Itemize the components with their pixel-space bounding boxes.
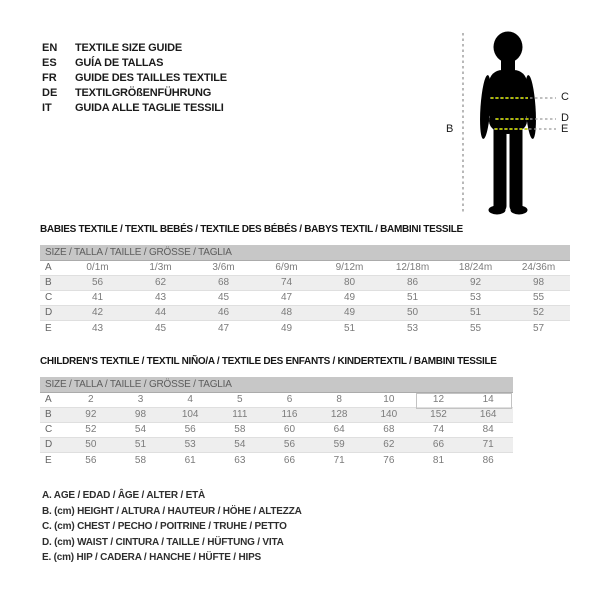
- children-table-body: [40, 393, 513, 468]
- size-cell: 51: [469, 307, 482, 318]
- size-cell: 49: [343, 307, 356, 318]
- measure-label-d: D: [561, 112, 569, 124]
- row-label: E: [45, 454, 52, 466]
- size-cell: 51: [406, 292, 419, 303]
- size-cell: 54: [134, 424, 147, 435]
- measure-label-e: E: [561, 123, 569, 135]
- size-cell: 74: [432, 424, 445, 435]
- table-row: [40, 306, 570, 321]
- size-cell: 8: [336, 394, 342, 405]
- size-cell: 42: [91, 307, 104, 318]
- language-code: EN: [42, 41, 58, 54]
- size-cell: 18/24m: [458, 262, 493, 273]
- size-cell: 6/9m: [275, 262, 298, 273]
- size-cell: 140: [380, 409, 398, 420]
- size-cell: 76: [383, 454, 395, 466]
- size-cell: 53: [469, 292, 482, 303]
- size-cell: 45: [217, 292, 230, 303]
- size-cell: 57: [532, 322, 545, 334]
- size-cell: 50: [406, 307, 419, 318]
- size-cell: 48: [280, 307, 293, 318]
- language-row: [42, 55, 227, 70]
- size-cell: 98: [134, 409, 147, 420]
- size-cell: 47: [280, 292, 293, 303]
- child-silhouette: [478, 32, 537, 215]
- size-cell: 3/6m: [212, 262, 235, 273]
- size-cell: 59: [333, 439, 345, 450]
- size-cell: 61: [184, 454, 196, 466]
- language-code: DE: [42, 86, 58, 99]
- size-cell: 47: [217, 322, 230, 334]
- row-label: A: [45, 394, 52, 405]
- size-cell: 74: [280, 277, 293, 288]
- size-cell: 12: [432, 394, 445, 405]
- size-cell: 50: [85, 439, 97, 450]
- row-label: B: [45, 409, 52, 420]
- size-cell: 4: [187, 394, 193, 405]
- size-cell: 81: [432, 454, 445, 466]
- language-code: ES: [42, 56, 57, 69]
- size-cell: 56: [91, 277, 104, 288]
- language-guide-title: TEXTILE SIZE GUIDE: [75, 41, 183, 54]
- size-cell: 49: [343, 292, 356, 303]
- row-label: C: [45, 292, 53, 303]
- size-cell: 44: [154, 307, 167, 318]
- size-cell: 45: [154, 322, 167, 334]
- row-label: B: [45, 277, 52, 288]
- table-row: [40, 276, 570, 291]
- babies-size-table: [40, 245, 570, 336]
- size-cell: 68: [383, 424, 395, 435]
- row-label: C: [45, 424, 53, 435]
- size-cell: 86: [482, 454, 494, 466]
- table-row: [40, 438, 513, 453]
- size-cell: 10: [383, 394, 395, 405]
- child-measurement-figure: [440, 15, 590, 227]
- size-cell: 66: [283, 454, 296, 466]
- size-cell: 104: [181, 409, 199, 420]
- size-cell: 54: [234, 439, 246, 450]
- table-row: [40, 423, 513, 438]
- language-row: [42, 100, 227, 115]
- table-row: [40, 321, 570, 336]
- size-cell: 58: [134, 454, 147, 466]
- table-row: [40, 261, 570, 276]
- size-cell: 56: [85, 454, 97, 466]
- size-cell: 49: [280, 322, 293, 334]
- language-code: FR: [42, 71, 57, 84]
- size-cell: 64: [333, 424, 345, 435]
- size-cell: 68: [217, 277, 230, 288]
- size-cell: 58: [234, 424, 246, 435]
- size-cell: 12/18m: [395, 262, 430, 273]
- table-row: [40, 291, 570, 306]
- language-code: IT: [42, 101, 52, 114]
- size-cell: 2: [88, 394, 94, 405]
- language-title-list: [42, 40, 227, 115]
- row-label: D: [45, 307, 53, 318]
- table-row: [40, 453, 513, 468]
- size-cell: 5: [237, 394, 243, 405]
- size-cell: 6: [286, 394, 293, 405]
- size-cell: 9/12m: [335, 262, 364, 273]
- language-row: [42, 70, 227, 85]
- size-cell: 60: [283, 424, 296, 435]
- size-cell: 51: [134, 439, 147, 450]
- size-cell: 66: [432, 439, 445, 450]
- size-cell: 92: [469, 277, 482, 288]
- language-guide-title: GUIDE DES TAILLES TEXTILE: [75, 71, 227, 84]
- language-guide-title: TEXTILGRÖßENFÜHRUNG: [75, 86, 212, 99]
- size-cell: 1/3m: [149, 262, 172, 273]
- size-cell: 52: [85, 424, 97, 435]
- row-label: A: [45, 262, 52, 273]
- size-cell: 55: [532, 292, 545, 303]
- babies-table-body: [40, 261, 570, 336]
- size-cell: 71: [333, 454, 345, 466]
- children-section-title: CHILDREN'S TEXTILE / TEXTIL NIÑO/A / TEXTILE DES ENFANTS / KINDERTEXTIL / BAMBINI TESSILE: [40, 356, 497, 367]
- legend-line: E. (cm) HIP / CADERA / HANCHE / HÜFTE / HIPS: [42, 552, 262, 563]
- measure-label-b: B: [446, 123, 454, 135]
- measure-label-c: C: [561, 91, 569, 103]
- table-row: [40, 408, 513, 423]
- language-guide-title: GUÍA DE TALLAS: [75, 56, 164, 69]
- legend-line: C. (cm) CHEST / PECHO / POITRINE / TRUHE / PETTO: [42, 521, 287, 532]
- size-cell: 62: [383, 439, 395, 450]
- size-cell: 80: [343, 277, 356, 288]
- size-cell: 53: [184, 439, 196, 450]
- legend-line: B. (cm) HEIGHT / ALTURA / HAUTEUR / HÖHE / ALTEZZA: [42, 505, 302, 517]
- size-cell: 92: [85, 409, 97, 420]
- legend-line: D. (cm) WAIST / CINTURA / TAILLE / HÜFTUNG / VITA: [42, 536, 284, 548]
- child-figure-svg: [440, 15, 580, 227]
- babies-table-header: SIZE / TALLA / TAILLE / GRÖSSE / TAGLIA: [40, 245, 570, 261]
- row-label: E: [45, 322, 52, 334]
- row-label: D: [45, 439, 53, 450]
- size-cell: 56: [184, 424, 196, 435]
- size-cell: 152: [430, 409, 447, 420]
- size-cell: 56: [283, 439, 296, 450]
- legend-line: A. AGE / EDAD / ÂGE / ALTER / ETÀ: [42, 490, 206, 501]
- size-cell: 43: [91, 322, 104, 334]
- language-row: [42, 85, 227, 100]
- size-cell: 128: [330, 409, 348, 420]
- size-cell: 63: [234, 454, 246, 466]
- size-cell: 43: [154, 292, 167, 303]
- size-cell: 3: [137, 394, 144, 405]
- size-cell: 86: [406, 277, 419, 288]
- size-cell: 84: [482, 424, 494, 435]
- language-guide-title: GUIDA ALLE TAGLIE TESSILI: [75, 101, 224, 114]
- size-cell: 111: [232, 409, 248, 420]
- table-row: [40, 393, 513, 408]
- size-cell: 53: [406, 322, 419, 334]
- size-cell: 116: [281, 409, 298, 420]
- size-cell: 46: [217, 307, 230, 318]
- children-size-table: [40, 377, 513, 468]
- size-cell: 41: [91, 292, 104, 303]
- size-cell: 52: [532, 307, 545, 318]
- size-cell: 62: [154, 277, 167, 288]
- size-cell: 164: [479, 409, 497, 420]
- size-cell: 51: [343, 322, 356, 334]
- language-row: [42, 40, 227, 55]
- size-cell: 55: [469, 322, 482, 334]
- size-cell: 14: [482, 394, 494, 405]
- size-cell: 24/36m: [521, 262, 556, 273]
- size-cell: 71: [482, 439, 494, 450]
- babies-section-title: BABIES TEXTILE / TEXTIL BEBÉS / TEXTILE DES BÉBÉS / BABYS TEXTIL / BAMBINI TESSILE: [40, 224, 463, 235]
- size-cell: 98: [532, 277, 545, 288]
- children-table-header: SIZE / TALLA / TAILLE / GRÖSSE / TAGLIA: [40, 377, 513, 393]
- measurement-legend: [42, 488, 302, 566]
- size-cell: 0/1m: [86, 262, 109, 273]
